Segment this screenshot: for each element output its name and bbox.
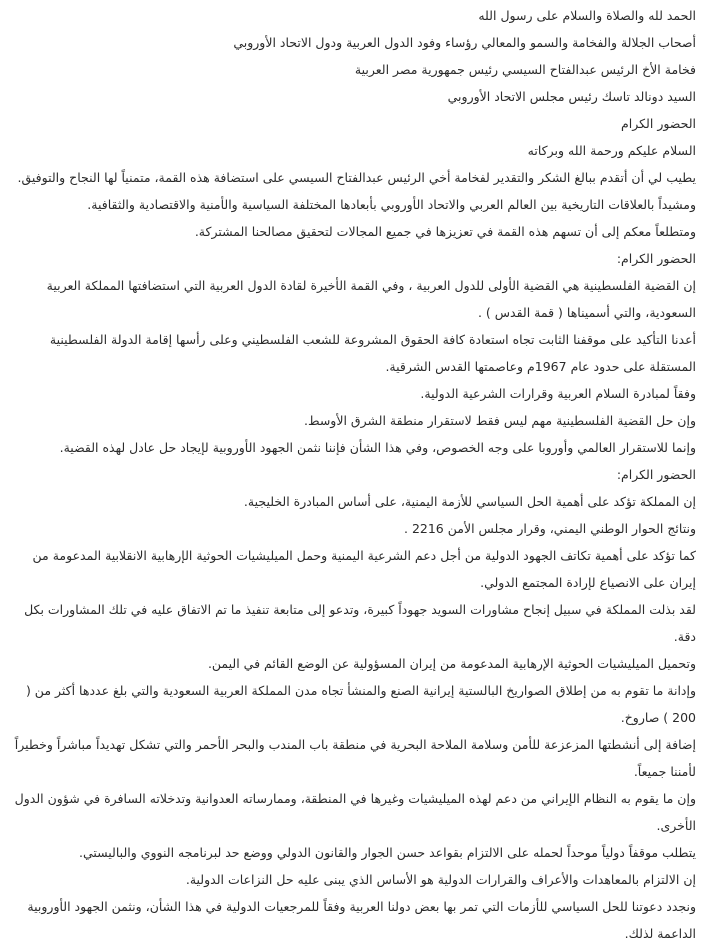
paragraph-salutation-tusk: السيد دونالد تاسك رئيس مجلس الاتحاد الأوروبي <box>447 89 696 104</box>
paragraph-treaties-commitment: إن الالتزام بالمعاهدات والأعراف والقرارات الدولية هو الأساس الذي يبنى عليه حل النزاعات الدولية. <box>185 872 696 887</box>
paragraph-salutation-leaders: أصحاب الجلالة والفخامة والسمو والمعالي رؤساء وفود الدول العربية ودول الاتحاد الأوروبي <box>233 35 696 50</box>
paragraph-maritime-threats: إضافة إلى أنشطتها المزعزعة للأمن وسلامة الملاحة البحرية في منطقة باب المندب والبحر الأحمر والتي تشكل تهديداً مباشراً وخطيراً لأمننا جميعاً. <box>14 737 696 779</box>
paragraph-sweden-talks: لقد بذلت المملكة في سبيل إنجاح مشاورات السويد جهوداً كبيرة، وتدعو إلى متابعة تنفيذ ما تم الاتفاق عليه في تلك المشاورات بكل دقة. <box>24 602 696 644</box>
paragraph-audience-heading-2: الحضور الكرام: <box>616 467 696 482</box>
paragraph-historic-relations: ومشيداً بالعلاقات التاريخية بين العالم العربي والاتحاد الأوروبي بأبعادها المختلفة السياسية والأمنية والاقتصادية والثقافية. <box>87 197 696 212</box>
paragraph-audience-greeting: الحضور الكرام <box>621 116 696 131</box>
paragraph-missile-condemnation: وإدانة ما تقوم به من إطلاق الصواريخ البالستية إيرانية الصنع والمنشأ تجاه مدن المملكة العربية السعودية والتي بلغ عددها أكثر من ( 200 ) صاروخ. <box>25 683 696 725</box>
paragraph-iran-support: وإن ما يقوم به النظام الإيراني من دعم لهذه الميليشيات وغيرها في المنطقة، وممارساته العدوانية وتدخلاته السافرة في شؤون الدول الأخرى. <box>14 791 696 833</box>
paragraph-international-efforts: كما تؤكد على أهمية تكاتف الجهود الدولية من أجل دعم الشرعية اليمنية وحمل الميليشيات الحوثية الإرهابية الانقلابية المدعومة من إيران على الانصياع لإرادة المجتمع الدولي. <box>32 548 696 590</box>
paragraph-europe-efforts: وإنما للاستقرار العالمي وأوروبا على وجه الخصوص، وفي هذا الشأن فإننا نثمن الجهود الأوروبية لإيجاد حل عادل لهذه القضية. <box>59 440 696 455</box>
paragraph-palestine-rights: أعدنا التأكيد على موقفنا الثابت تجاه استعادة كافة الحقوق المشروعة للشعب الفلسطيني وعلى رأسها إقامة الدولة الفلسطينية المستقلة على حدود عام 1967م وعاصمتها القدس الشرقية. <box>49 332 696 374</box>
paragraph-yemen-solution: إن المملكة تؤكد على أهمية الحل السياسي للأزمة اليمنية، على أساس المبادرة الخليجية. <box>243 494 696 509</box>
paragraph-unified-stance: يتطلب موقفاً دولياً موحداً لحمله على الالتزام بقواعد حسن الجوار والقانون الدولي ووضع حد لبرنامجه النووي والباليستي. <box>78 845 696 860</box>
paragraph-audience-heading-1: الحضور الكرام: <box>616 251 696 266</box>
paragraph-salutation-sisi: فخامة الأخ الرئيس عبدالفتاح السيسي رئيس جمهورية مصر العربية <box>354 62 696 77</box>
paragraph-arab-peace-initiative: وفقاً لمبادرة السلام العربية وقرارات الشرعية الدولية. <box>420 386 696 401</box>
paragraph-political-solution: ونجدد دعوتنا للحل السياسي للأزمات التي تمر بها بعض دولنا العربية وفقاً للمرجعيات الدولية في هذا الشأن، ونثمن الجهود الأوروبية الداعمة لذلك. <box>27 899 696 941</box>
paragraph-yemen-dialogue: ونتائج الحوار الوطني اليمني، وقرار مجلس الأمن 2216 . <box>404 521 696 536</box>
paragraph-peace-greeting: السلام عليكم ورحمة الله وبركاته <box>527 143 696 158</box>
paragraph-houthi-responsibility: وتحميل الميليشيات الحوثية الإرهابية المدعومة من إيران المسؤولية عن الوضع القائم في اليمن. <box>207 656 696 671</box>
speech-document <box>6 2 696 947</box>
paragraph-middle-east-stability: وإن حل القضية الفلسطينية مهم ليس فقط لاستقرار منطقة الشرق الأوسط. <box>304 413 696 428</box>
paragraph-palestine-cause: إن القضية الفلسطينية هي القضية الأولى للدول العربية ، وفي القمة الأخيرة لقادة الدول العربية التي استضافتها المملكة العربية السعودية، والتي أسميناها ( قمة القدس ) . <box>46 278 696 320</box>
paragraph-summit-hopes: ومتطلعاً معكم إلى أن تسهم هذه القمة في تعزيزها في جميع المجالات لتحقيق مصالحنا المشتركة. <box>194 224 696 239</box>
paragraph-thanks-host: يطيب لي أن أتقدم ببالغ الشكر والتقدير لفخامة أخي الرئيس عبدالفتاح السيسي على استضافة هذه القمة، متمنياً لها النجاح والتوفيق. <box>17 170 696 185</box>
paragraph-opening-praise: الحمد لله والصلاة والسلام على رسول الله <box>478 8 696 23</box>
